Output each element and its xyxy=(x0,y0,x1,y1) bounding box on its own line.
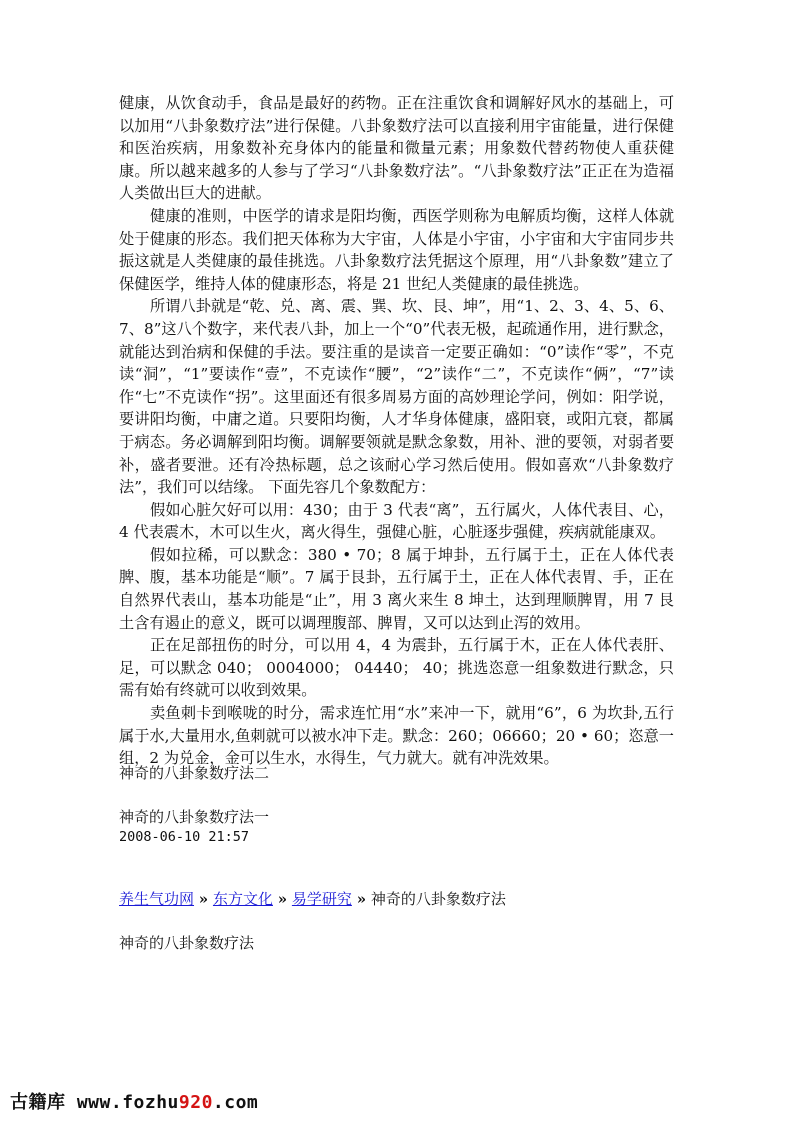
breadcrumb-separator: » xyxy=(356,890,367,908)
breadcrumb-link-home[interactable]: 养生气功网 xyxy=(119,890,195,908)
paragraph-6: 正在足部扭伤的时分，可以用 4，4 为震卦，五行属于木，正在人体代表肝、足，可以默念 040； 0004000； 04440； 40；挑选恣意一组象数进行默念，只需有始有终就可以收到效果。 xyxy=(119,636,674,700)
breadcrumb-link-yixue[interactable]: 易学研究 xyxy=(291,890,352,908)
paragraph-3: 所谓八卦就是“乾、兑、离、震、巽、坎、艮、坤”，用“1、2、3、4、5、6、7、8”这八个数字，来代表八卦，加上一个“0”代表无极，起疏通作用，进行默念，就能达到治病和保健的手法。要注重的是读音一定要正确如：“0”读作“零”，不克读“洞”，“1”要读作“壹”，不克读作“腰”，“2”读作“二”，不克读作“俩”，“7”读作“七”不克读作“拐”。这里面还有很多周易方面的高妙理论学问，例如：阳学说，要讲阳均衡，中庸之道。只要阳均衡，人才华身体健康，盛阳衰，或阳亢衰，都属于病态。务必调解到阳均衡。调解要领就是默念象数，用补、泄的要领，对弱者要补，盛者要泄。还有冷热标题，总之该耐心学习然后使用。假如喜欢“八卦象数疗法”，我们可以结缘。 下面先容几个象数配方： xyxy=(119,297,674,497)
footer-url-prefix: www.fozhu xyxy=(76,1092,179,1113)
article-title-part2: 神奇的八卦象数疗法二 xyxy=(119,764,270,782)
paragraph-7: 卖鱼刺卡到喉咙的时分，需求连忙用“水”来冲一下，就用“6”，6 为坎卦,五行属于水,大量用水,鱼刺就可以被水冲下走。默念：260；06660；20 • 60；恣意一组，2 为兑金，金可以生水，水得生，气力就大。就有冲洗效果。 xyxy=(119,704,674,768)
breadcrumb-separator: » xyxy=(198,890,209,908)
breadcrumb-separator: » xyxy=(277,890,288,908)
article-title-part1: 神奇的八卦象数疗法一 xyxy=(119,808,270,826)
paragraph-5: 假如拉稀，可以默念：380 • 70；8 属于坤卦，五行属于土，正在人体代表脾、腹，基本功能是“顺”。7 属于艮卦，五行属于土，正在人体代表胃、手，正在自然界代表山，基本功能是“止”，用 3 离火来生 8 坤土，达到理顺脾胃，用 7 艮土含有遏止的意义，既可以调理腹部、脾胃，又可以达到止泻的效用。 xyxy=(119,545,674,632)
breadcrumb-link-culture[interactable]: 东方文化 xyxy=(212,890,273,908)
footer-url-number: 920 xyxy=(178,1092,213,1113)
article-date: 2008-06-10 21:57 xyxy=(119,829,250,845)
breadcrumb xyxy=(119,888,506,910)
footer-watermark xyxy=(10,1088,258,1114)
article-body xyxy=(119,92,674,770)
footer-url-suffix: .com xyxy=(212,1092,259,1113)
footer-site-name: 古籍库 xyxy=(10,1092,66,1113)
paragraph-2: 健康的准则，中医学的请求是阳均衡，西医学则称为电解质均衡，这样人体就处于健康的形态。我们把天体称为大宇宙，人体是小宇宙，小宇宙和大宇宙同步共振这就是人类健康的最佳挑选。八卦象数疗法凭据这个原理，用“八卦象数”建立了保健医学，维持人体的健康形态，将是 21 世纪人类健康的最佳挑选。 xyxy=(119,206,674,293)
page-heading: 神奇的八卦象数疗法 xyxy=(119,934,255,952)
paragraph-1: 健康，从饮食动手，食品是最好的药物。正在注重饮食和调解好风水的基础上，可以加用“八卦象数疗法”进行保健。八卦象数疗法可以直接利用宇宙能量，进行保健和医治疾病，用象数补充身体内的能量和微量元素；用象数代替药物使人重获健康。所以越来越多的人参与了学习“八卦象数疗法”。“八卦象数疗法”正正在为造福人类做出巨大的进献。 xyxy=(119,94,674,203)
paragraph-4: 假如心脏欠好可以用：430；由于 3 代表“离”，五行属火，人体代表目、心，4 代表震木，木可以生火，离火得生，强健心脏，心脏逐步强健，疾病就能康双。 xyxy=(119,500,674,542)
breadcrumb-current: 神奇的八卦象数疗法 xyxy=(370,890,506,908)
